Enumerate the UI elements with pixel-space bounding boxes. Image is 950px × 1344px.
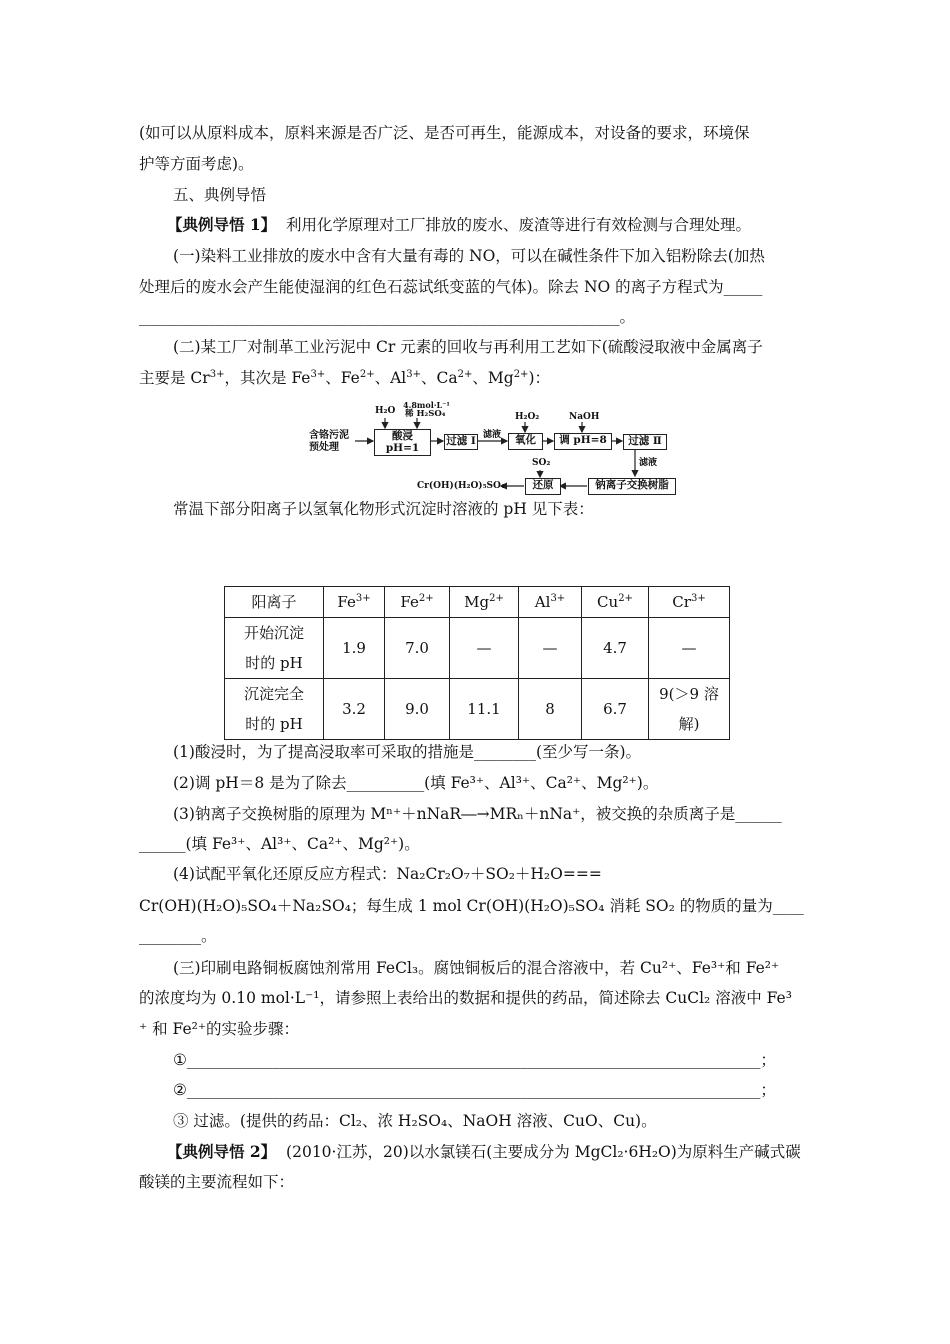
table-header-cell: 阳离子 [225, 587, 324, 618]
flow-box-filter1: 过滤 Ⅰ [444, 434, 478, 450]
flow-box-reduce: 还原 [525, 478, 561, 495]
question-3-line-2: ______(填 Fe³⁺、Al³⁺、Ca²⁺、Mg²⁺)。 [139, 835, 420, 853]
part2-line-1: (二)某工厂对制革工业污泥中 Cr 元素的回收与再利用工艺如下(硫酸浸取液中金属离子 [173, 338, 763, 356]
example1-intro [167, 214, 751, 236]
table-cell: 1.9 [324, 618, 385, 679]
table-cell: — [450, 618, 519, 679]
table-cell: 3.2 [324, 679, 385, 740]
flow-start-label: 含铬污泥 [309, 430, 349, 441]
flow-h2o2: H₂O₂ [515, 412, 540, 422]
question-2: (2)调 pH＝8 是为了除去__________(填 Fe³⁺、Al³⁺、Ca²⁺、Mg²⁺)。 [173, 774, 659, 792]
part3-line-1: (三)印刷电路铜板腐蚀剂常用 FeCl₃。腐蚀铜板后的混合溶液中，若 Cu²⁺、Fe³⁺和 Fe²⁺ [173, 959, 780, 977]
table-cell: 7.0 [385, 618, 450, 679]
ph-table [224, 586, 730, 740]
example2-line-2: 酸镁的主要流程如下： [139, 1173, 295, 1191]
flow-box-resin: 钠离子交换树脂 [588, 478, 676, 495]
flow-acid: 稀 H₂SO₄ [405, 409, 446, 419]
question-3-line-1: (3)钠离子交换树脂的原理为 Mⁿ⁺＋nNaR―→MRₙ＋nNa⁺，被交换的杂质离子是______ [173, 805, 782, 823]
table-header-cell: $Cr^{3+}$ [649, 587, 730, 618]
table-header-cell: $Mg^{2+}$ [450, 587, 519, 618]
flow-filtrate-1: 滤液 [483, 430, 502, 440]
example1-label: 【典例导悟 1】 [167, 215, 277, 234]
flow-box-filter2: 过滤 Ⅱ [623, 434, 667, 450]
table-row [225, 618, 730, 679]
section-heading: 五、典例导悟 [173, 186, 267, 204]
question-4-line-1: (4)试配平氧化还原反应方程式：Na₂Cr₂O₇＋SO₂＋H₂O=== [173, 865, 602, 883]
intro-line-1: (如可以从原料成本，原料来源是否广泛、是否可再生，能源成本，对设备的要求，环境保 [139, 124, 750, 142]
flow-box-leach: 酸浸 pH=1 [374, 429, 431, 456]
part1-line-2: 处理后的废水会产生能使湿润的红色石蕊试纸变蓝的气体)。除去 NO 的离子方程式为_____ [139, 278, 763, 296]
flow-product: Cr(OH)(H₂O)₅SO₄ [417, 481, 505, 491]
table-header-cell: $Fe^{2+}$ [385, 587, 450, 618]
flow-naoh: NaOH [569, 412, 600, 422]
table-intro: 常温下部分阳离子以氢氧化物形式沉淀时溶液的 pH 见下表： [173, 500, 594, 518]
question-4-line-3: ________。 [139, 927, 217, 945]
table-cell: 11.1 [450, 679, 519, 740]
process-flow-diagram [305, 400, 680, 495]
table-cell: 9.0 [385, 679, 450, 740]
part1-line-3: ______________________________________________________________。 [139, 308, 636, 326]
part3-step-1: ①__________________________________________________________________________； [173, 1051, 776, 1069]
table-cell: — [649, 618, 730, 679]
table-row [225, 679, 730, 740]
table-cell: 9(＞9 溶 解) [649, 679, 730, 740]
example2-label: 【典例导悟 2】 [167, 1142, 277, 1161]
part3-step-3: ③ 过滤。(提供的药品：Cl₂、浓 H₂SO₄、NaOH 溶液、CuO、Cu)。 [173, 1112, 657, 1130]
table-header-row [225, 587, 730, 618]
table-header-cell: $Al^{3+}$ [519, 587, 582, 618]
flow-start-label-2: 预处理 [309, 442, 339, 453]
part2-line-2: 主要是 $Cr^{3+}$，其次是 $Fe^{3+}$、$Fe^{2+}$、$Al^{3+}$、$Ca^{2+}$、$Mg^{2+}$)： [139, 369, 550, 387]
flow-filtrate-2: 滤液 [639, 458, 658, 468]
table-cell: 8 [519, 679, 582, 740]
part3-line-2: 的浓度均为 0.10 mol·L⁻¹，请参照上表给出的数据和提供的药品，简述除去 CuCl₂ 溶液中 Fe³ [139, 989, 792, 1007]
question-1: (1)酸浸时，为了提高浸取率可采取的措施是________(至少写一条)。 [173, 743, 642, 761]
table-cell: 4.7 [582, 618, 649, 679]
flow-h2o: H₂O [375, 406, 396, 416]
table-row-label: 开始沉淀 时的 pH [225, 618, 324, 679]
table-cell: 6.7 [582, 679, 649, 740]
table-row-label: 沉淀完全 时的 pH [225, 679, 324, 740]
flow-so2: SO₂ [532, 458, 551, 468]
flow-box-adjust-ph: 调 pH=8 [554, 433, 612, 450]
flow-box-oxidize: 氧化 [508, 433, 543, 450]
question-4-line-2: Cr(OH)(H₂O)₅SO₄＋Na₂SO₄；每生成 1 mol Cr(OH)(H₂O)₅SO₄ 消耗 SO₂ 的物质的量为____ [139, 897, 804, 915]
part3-step-2: ②__________________________________________________________________________； [173, 1081, 776, 1099]
part3-line-3: ⁺ 和 Fe²⁺的实验步骤： [139, 1020, 300, 1038]
example1-intro-text: 利用化学原理对工厂排放的废水、废渣等进行有效检测与合理处理。 [286, 216, 752, 234]
table-cell: — [519, 618, 582, 679]
intro-line-2: 护等方面考虑)。 [139, 155, 254, 173]
part1-line-1: (一)染料工业排放的废水中含有大量有毒的 NO，可以在碱性条件下加入铝粉除去(加热 [173, 247, 765, 265]
table-header-cell: $Fe^{3+}$ [324, 587, 385, 618]
table-header-cell: $Cu^{2+}$ [582, 587, 649, 618]
flow-acid-conc: 4.8mol·L⁻¹ [403, 400, 450, 410]
example2-line-1: 【典例导悟 2】 (2010·江苏，20)以水氯镁石(主要成分为 MgCl₂·6H₂O)为原料生产碱式碳 [167, 1142, 801, 1161]
